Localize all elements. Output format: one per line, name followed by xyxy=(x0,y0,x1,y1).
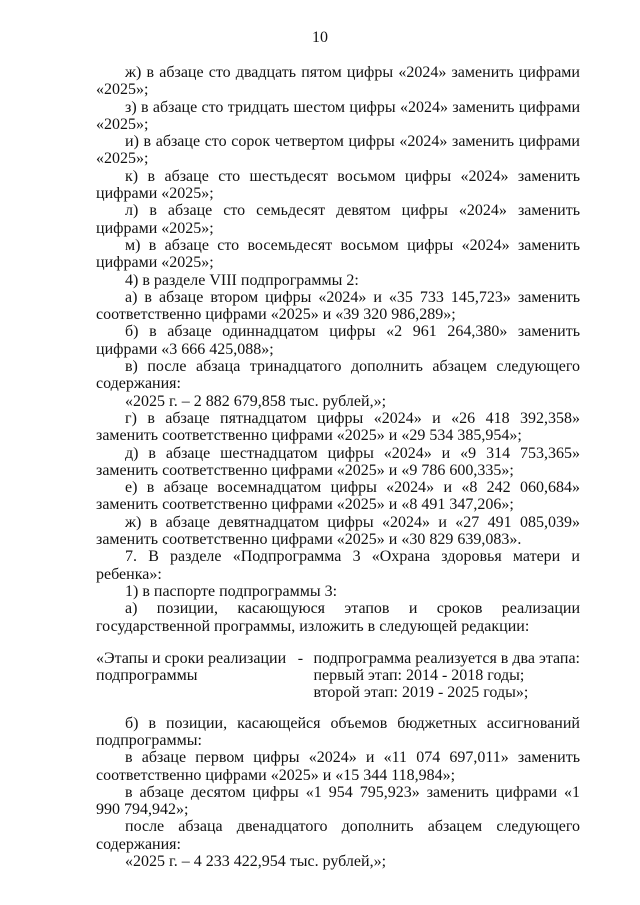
stages-table-value xyxy=(313,650,580,702)
paragraph-l-179: л) в абзаце сто семьдесят девятом цифры «2024» заменить цифрами «2025»; xyxy=(96,202,580,237)
paragraph-tenth-abzac: в абзаце десятом цифры «1 954 795,923» заменить цифрами «1 990 794,942»; xyxy=(96,783,580,819)
paragraph-g-fifteenth: г) в абзаце пятнадцатом цифры «2024» и «26 418 392,358» заменить соответственно цифрами «2025» и «29 534 385,954»; xyxy=(96,409,580,445)
paragraph-first-abzac: в абзаце первом цифры «2024» и «11 074 697,011» заменить соответственно цифрами «2025» и «15 344 118,984»; xyxy=(96,749,580,784)
paragraph-after-twelfth: после абзаца двенадцатого дополнить абзацем следующего содержания: xyxy=(96,818,580,853)
document-body xyxy=(96,64,580,870)
paragraph-k-168: к) в абзаце сто шестьдесят восьмом цифры «2024» заменить цифрами «2025»; xyxy=(96,167,580,203)
paragraph-zh-125: ж) в абзаце сто двадцать пятом цифры «2024» заменить цифрами «2025»; xyxy=(96,64,580,99)
quote-2025-subprogram-2: «2025 г. – 2 882 679,858 тыс. рублей,»; xyxy=(125,392,387,410)
section-7-heading: 7. В разделе «Подпрограмма 3 «Охрана здоровья матери и ребенка»: xyxy=(96,548,580,583)
stages-table-label: «Этапы и сроки реализации подпрограммы xyxy=(96,649,287,685)
paragraph-d-sixteenth: д) в абзаце шестнадцатом цифры «2024» и «9 314 753,365» заменить соответственно цифрами «2025» и «9 786 600,335»; xyxy=(96,444,580,479)
paragraph-i-144: и) в абзаце сто сорок четвертом цифры «2024» заменить цифрами «2025»; xyxy=(96,133,580,168)
passport-heading: 1) в паспорте подпрограммы 3: xyxy=(125,582,338,600)
stages-table xyxy=(96,650,580,702)
quote-2025-subprogram-3: «2025 г. – 4 233 422,954 тыс. рублей,»; xyxy=(125,853,387,871)
stages-table-dash: - xyxy=(297,649,304,667)
page-number: 10 xyxy=(312,29,328,46)
paragraph-b-budget: б) в позиции, касающейся объемов бюджетных ассигнований подпрограммы: xyxy=(96,714,580,749)
stages-line-2: первый этап: 2014 - 2018 годы; xyxy=(313,667,525,685)
paragraph-a-stages: а) позиции, касающуюся этапов и сроков реализации государственной программы, изложить в следующей редакции: xyxy=(96,600,580,635)
stages-line-3: второй этап: 2019 - 2025 годы»; xyxy=(313,684,529,702)
stages-line-1: подпрограмма реализуется в два этапа: xyxy=(313,649,580,667)
paragraph-e-eighteenth: е) в абзаце восемнадцатом цифры «2024» и «8 242 060,684» заменить соответственно цифрами «2025» и «8 491 347,206»; xyxy=(96,479,580,514)
paragraph-a-second: а) в абзаце втором цифры «2024» и «35 733 145,723» заменить соответственно цифрами «2025» и «39 320 986,289»; xyxy=(96,288,580,324)
paragraph-z-136: з) в абзаце сто тридцать шестом цифры «2024» заменить цифрами «2025»; xyxy=(96,98,580,133)
paragraph-v-after-thirteenth: в) после абзаца тринадцатого дополнить абзацем следующего содержания: xyxy=(96,358,580,393)
paragraph-zh-nineteenth: ж) в абзаце девятнадцатом цифры «2024» и «27 491 085,039» заменить соответственно цифрами «2025» и «30 829 639,083». xyxy=(96,513,580,549)
section-viii-heading: 4) в разделе VIII подпрограммы 2: xyxy=(125,271,359,289)
paragraph-m-188: м) в абзаце сто восемьдесят восьмом цифры «2024» заменить цифрами «2025»; xyxy=(96,236,580,272)
paragraph-b-eleventh: б) в абзаце одиннадцатом цифры «2 961 264,380» заменить цифрами «3 666 425,088»; xyxy=(96,323,580,358)
